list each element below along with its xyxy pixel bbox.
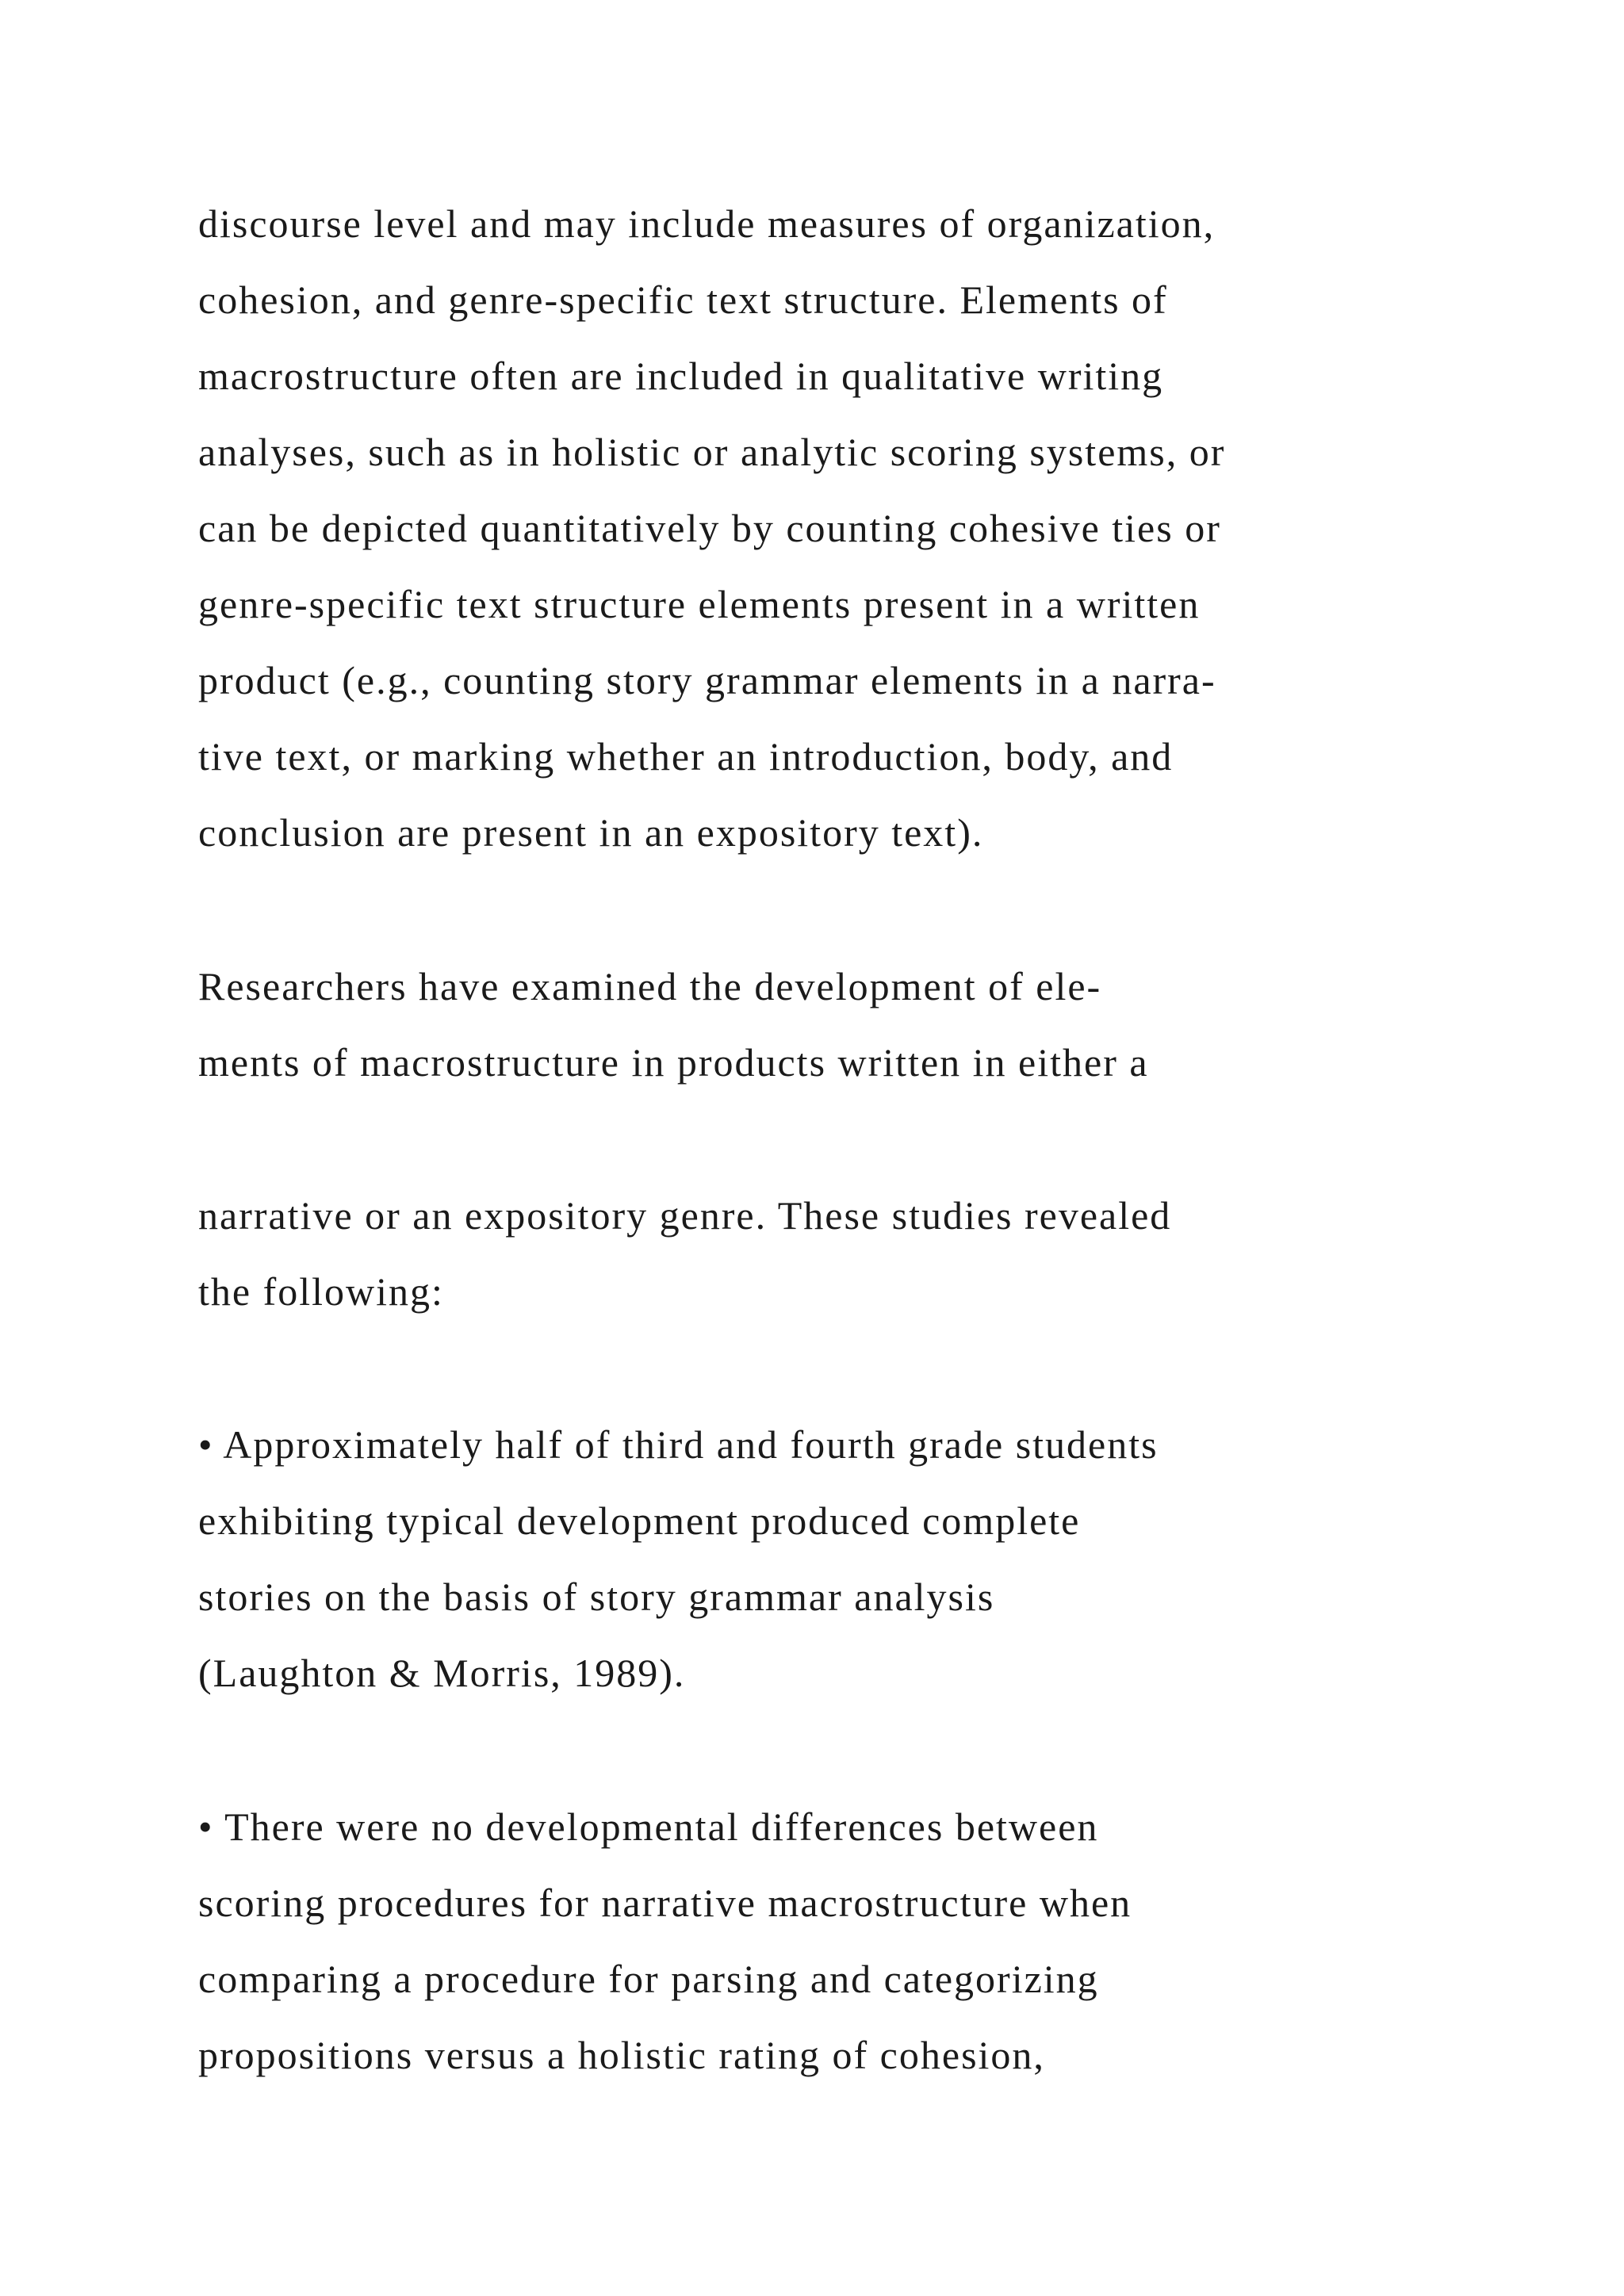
text-line: macrostructure often are included in qualitative writing xyxy=(198,354,1164,398)
paragraph-studies-revealed xyxy=(198,1177,1562,1330)
bullet-item-scoring-procedures xyxy=(198,1789,1562,2093)
text-line: • Approximately half of third and fourth grade students xyxy=(198,1422,1159,1467)
bullet-item-story-grammar xyxy=(198,1406,1562,1711)
text-line: discourse level and may include measures of organization, xyxy=(198,201,1216,246)
text-line: exhibiting typical development produced complete xyxy=(198,1498,1081,1543)
text-line: cohesion, and genre-specific text structure. Elements of xyxy=(198,277,1168,322)
paragraph-macrostructure-intro xyxy=(198,186,1562,871)
text-line: tive text, or marking whether an introduction, body, and xyxy=(198,734,1174,779)
text-line: the following: xyxy=(198,1269,444,1314)
paragraph-researchers xyxy=(198,948,1562,1100)
text-line: scoring procedures for narrative macrostructure when xyxy=(198,1881,1132,1925)
text-line: stories on the basis of story grammar analysis xyxy=(198,1575,995,1619)
text-line: (Laughton & Morris, 1989). xyxy=(198,1651,686,1695)
text-line: Researchers have examined the development of ele- xyxy=(198,964,1102,1008)
text-line: conclusion are present in an expository text). xyxy=(198,810,984,855)
text-line: comparing a procedure for parsing and categorizing xyxy=(198,1957,1099,2001)
text-line: • There were no developmental differences between xyxy=(198,1804,1099,1849)
text-line: propositions versus a holistic rating of cohesion, xyxy=(198,2033,1045,2077)
text-line: genre-specific text structure elements present in a written xyxy=(198,582,1201,626)
text-line: analyses, such as in holistic or analytic scoring systems, or xyxy=(198,430,1226,474)
text-line: ments of macrostructure in products written in either a xyxy=(198,1040,1149,1085)
text-line: narrative or an expository genre. These studies revealed xyxy=(198,1193,1172,1238)
text-line: can be depicted quantitatively by counting cohesive ties or xyxy=(198,506,1221,550)
text-line: product (e.g., counting story grammar elements in a narra- xyxy=(198,658,1216,702)
